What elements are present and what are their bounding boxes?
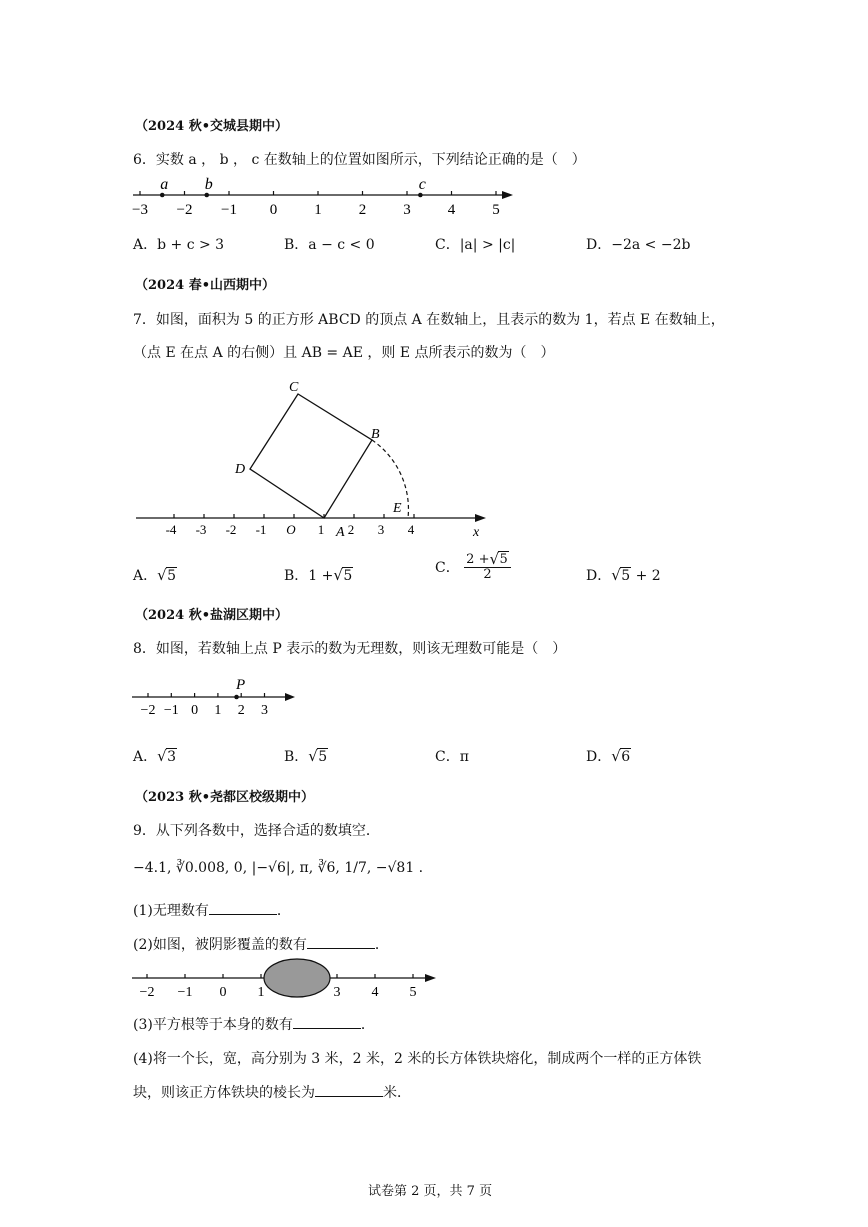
tick-label: O xyxy=(286,522,296,537)
q8-option-d[interactable]: D．√ 6 xyxy=(586,746,631,766)
q7-stem-line2: （点 E 在点 A 的右侧）且 AB = AE ，则 E 点所表示的数为（ ） xyxy=(133,345,555,361)
tick-label: 1 xyxy=(257,985,265,1000)
q9-number-list: −4.1, ∛0.008, 0, |−√6|, π, ∛6, 1/7, −√81 . xyxy=(133,860,424,876)
q7-option-c[interactable]: C． $\frac{2 +√ 5}{2}$ xyxy=(435,553,511,583)
q9-source: （2023 秋•尧都区校级期中） xyxy=(135,790,315,805)
q6-option-d[interactable]: D．−2a < −2b xyxy=(586,237,691,253)
q8-number-line xyxy=(128,670,303,720)
q6-option-b[interactable]: B．a − c < 0 xyxy=(284,237,375,253)
tick-label: -3 xyxy=(195,522,207,537)
tick-label: -2 xyxy=(225,522,237,537)
answer-blank-1[interactable] xyxy=(209,902,277,915)
tick-label: 3 xyxy=(377,522,385,537)
label-d: D xyxy=(235,462,246,477)
q7-option-b[interactable]: B．1 +√ 5 xyxy=(284,565,353,585)
q7-option-a[interactable]: A．√ 5 xyxy=(133,565,177,585)
answer-blank-3[interactable] xyxy=(293,1016,361,1029)
tick-label: −2 xyxy=(139,985,155,1000)
tick-label: 5 xyxy=(492,202,500,218)
tick-label: 4 xyxy=(371,985,379,1000)
q8-option-a[interactable]: A．√ 3 xyxy=(133,746,177,766)
tick-label: 3 xyxy=(403,202,411,218)
point-c xyxy=(418,193,423,198)
tick-label: -1 xyxy=(255,522,267,537)
point-p xyxy=(234,695,239,700)
tick-label: 4 xyxy=(407,522,415,537)
label-c: C xyxy=(289,380,299,395)
q8-option-c[interactable]: C．π xyxy=(435,749,469,765)
label-e: E xyxy=(393,501,402,516)
tick-label: 1 xyxy=(314,202,322,218)
tick-label: 2 xyxy=(347,522,355,537)
sqrt-5: √ 5 xyxy=(611,568,631,584)
point-label: P xyxy=(235,677,246,693)
tick-label: 1 xyxy=(214,703,222,718)
tick-label: 1 xyxy=(317,522,325,537)
q7-stem-line1: 7．如图，面积为 5 的正方形 ABCD 的顶点 A 在数轴上，且表示的数为 1，若点 E 在数轴上， xyxy=(133,312,725,328)
tick-label: −1 xyxy=(177,985,193,1000)
tick-label: 0 xyxy=(269,202,278,218)
q7-square-figure xyxy=(128,372,498,542)
q9-stem: 9．从下列各数中，选择合适的数填空． xyxy=(133,823,380,839)
tick-label: 4 xyxy=(447,202,456,218)
tick-label: −3 xyxy=(132,202,148,218)
tick-label: −1 xyxy=(163,703,179,718)
label-a: A xyxy=(336,525,345,540)
answer-blank-2[interactable] xyxy=(307,936,375,949)
q8-stem: 8．如图，若数轴上点 P 表示的数为无理数，则该无理数可能是（ ） xyxy=(133,641,567,657)
q6-stem: 6．实数 a ， b ， c 在数轴上的位置如图所示，下列结论正确的是（ ） xyxy=(133,152,586,168)
answer-blank-4[interactable] xyxy=(315,1084,383,1097)
point-label: a xyxy=(160,176,169,193)
tick-label: 2 xyxy=(237,703,245,718)
q6-number-line xyxy=(128,175,518,220)
q7-source: （2024 春•山西期中） xyxy=(135,278,276,293)
page-footer: 试卷第 2 页，共 7 页 xyxy=(368,1184,493,1199)
arc-be xyxy=(372,440,408,518)
point-label: b xyxy=(204,176,213,193)
tick-label: 5 xyxy=(409,985,417,1000)
q8-source: （2024 秋•盐湖区期中） xyxy=(135,608,289,623)
point-label: c xyxy=(418,176,426,193)
tick-label: 2 xyxy=(358,202,367,218)
tick-label: 0 xyxy=(191,703,199,718)
q6-option-a[interactable]: A．b + c > 3 xyxy=(133,237,225,253)
q6-source: （2024 秋•交城县期中） xyxy=(135,119,289,134)
sqrt-5: √ 5 xyxy=(333,568,353,584)
tick-label: 3 xyxy=(333,985,341,1000)
sqrt-5: √ 5 xyxy=(308,749,328,765)
point-b xyxy=(204,193,209,198)
q9-sub3: (3)平方根等于本身的数有 ． xyxy=(133,1017,375,1033)
q9-sub4-line2: 块，则该正方体铁块的棱长为 米． xyxy=(133,1085,411,1101)
point-a xyxy=(160,193,165,198)
tick-label: −1 xyxy=(221,202,237,218)
fraction: $\frac{2 +√ 5}{2}$ xyxy=(464,553,511,583)
tick-label: −2 xyxy=(176,202,193,218)
q9-sub1: (1)无理数有 ． xyxy=(133,903,291,919)
tick-label: 3 xyxy=(261,703,268,718)
q9-sub2: (2)如图，被阴影覆盖的数有 ． xyxy=(133,937,389,953)
tick-label: -4 xyxy=(165,522,177,537)
sqrt-6: √ 6 xyxy=(611,749,631,765)
q9-sub4-line1: (4)将一个长，宽，高分别为 3 米，2 米，2 米的长方体铁块熔化，制成两个一样的正方体铁 xyxy=(133,1051,702,1067)
tick-label: −2 xyxy=(140,703,156,718)
q7-option-d[interactable]: D．√ 5 + 2 xyxy=(586,565,661,585)
shaded-ellipse xyxy=(264,959,330,997)
square-abcd xyxy=(250,394,372,518)
label-x: x xyxy=(473,525,480,540)
q6-option-c[interactable]: C．|a| > |c| xyxy=(435,237,516,253)
sqrt-3: √ 3 xyxy=(157,749,177,765)
q8-option-b[interactable]: B．√ 5 xyxy=(284,746,328,766)
q9-number-line xyxy=(128,955,448,1003)
label-b: B xyxy=(371,427,380,442)
sqrt-5: √ 5 xyxy=(157,568,177,584)
tick-label: 0 xyxy=(219,985,227,1000)
